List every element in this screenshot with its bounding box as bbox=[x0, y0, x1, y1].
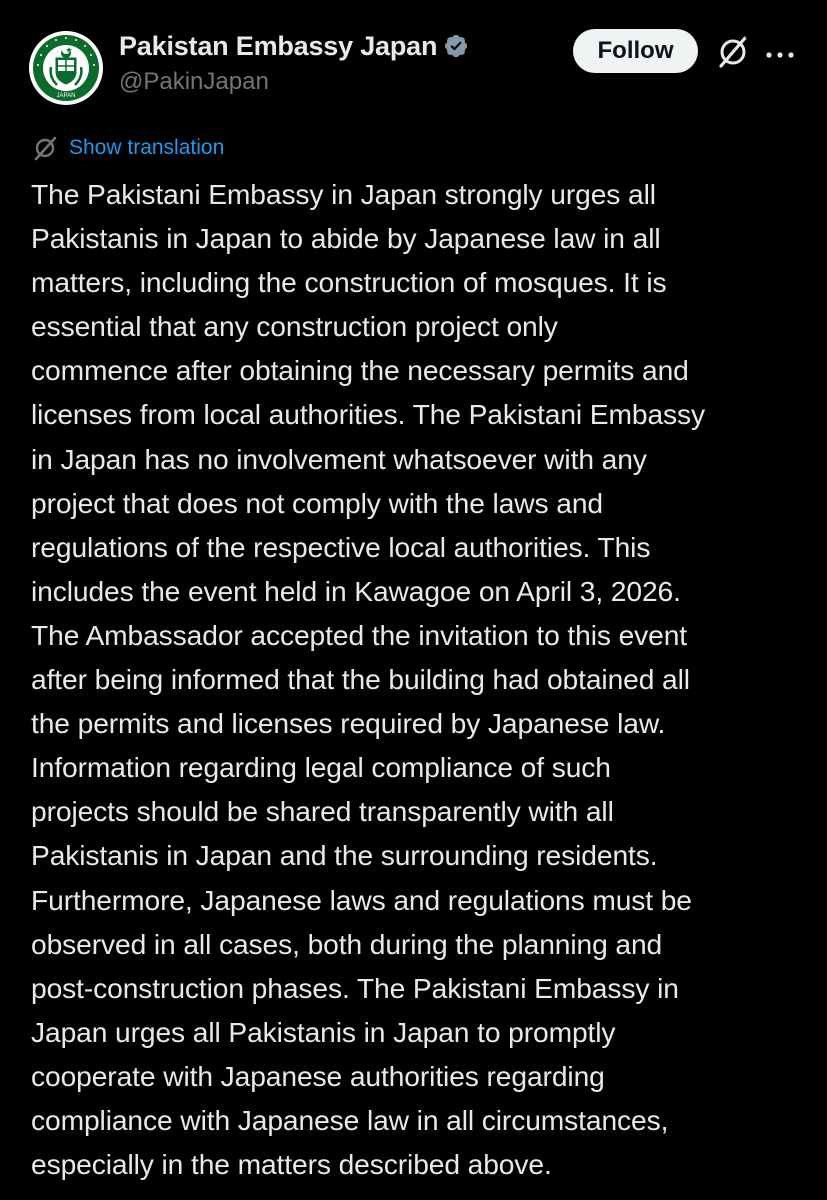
avatar[interactable] bbox=[29, 31, 103, 105]
account-handle[interactable]: @PakinJapan bbox=[119, 68, 269, 95]
embassy-emblem-icon bbox=[29, 31, 103, 105]
avatar-emblem-text: JAPAN bbox=[56, 93, 76, 99]
more-horizontal-icon[interactable] bbox=[765, 47, 795, 57]
translate-icon bbox=[31, 134, 59, 162]
show-translation-link[interactable] bbox=[31, 133, 224, 163]
verified-badge-icon bbox=[443, 33, 469, 59]
post-text: The Pakistani Embassy in Japan strongly urges all Pakistanis in Japan to abide by Japanese law in all matters, including the construction of mosques. It is essential that any construction project only commence after obtaining the necessary permits and licenses from local authorities. The Pakistani Embassy in Japan has no involvement whatsoever with any project that does not comply with the laws and regulations of the respective local authorities. This includes the event held in Kawagoe on April 3, 2026. The Ambassador accepted the invitation to this event after being informed that the building had obtained all the permits and licenses required by Japanese law. Information regarding legal compliance of such projects should be shared transparently with all Pakistanis in Japan and the surrounding residents. Furthermore, Japanese laws and regulations must be observed in all cases, both during the planning and post-construction phases. The Pakistani Embassy in Japan urges all Pakistanis in Japan to promptly cooperate with Japanese authorities regarding compliance with Japanese law in all circumstances, especially in the matters described above. bbox=[31, 178, 706, 1181]
follow-button[interactable]: Follow bbox=[573, 29, 698, 73]
display-name[interactable]: Pakistan Embassy Japan bbox=[119, 30, 438, 61]
post-header bbox=[0, 0, 827, 120]
grok-icon[interactable] bbox=[714, 33, 752, 71]
show-translation-label: Show translation bbox=[69, 136, 225, 159]
name-row bbox=[119, 28, 469, 64]
